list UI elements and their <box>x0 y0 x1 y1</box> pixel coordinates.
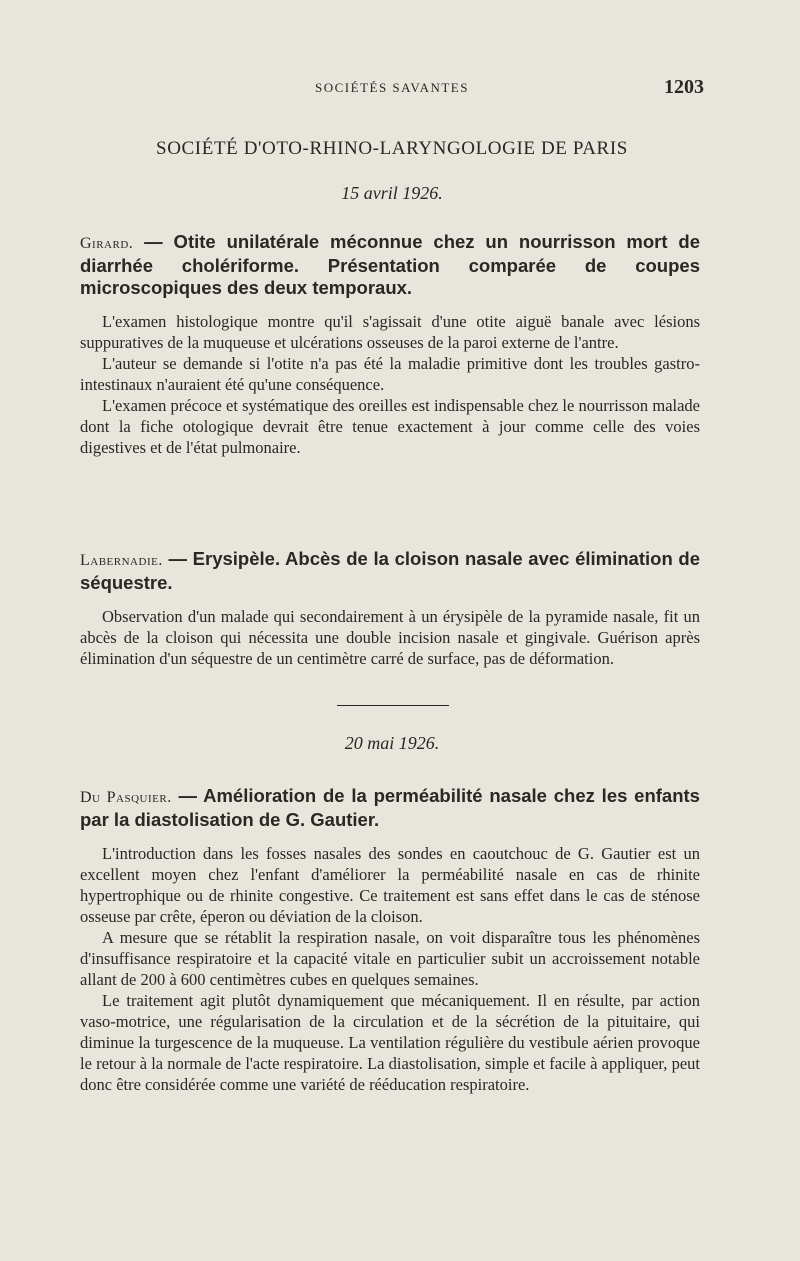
entry-author: Labernadie. <box>80 552 163 569</box>
entry-title: — Otite unilatérale méconnue chez un nourrisson mort de diarrhée cholériforme. Présentation comparée de coupes microscopiques des deux temporaux. <box>80 231 700 298</box>
entry-paragraph: Le traitement agit plutôt dynamiquement que mécaniquement. Il en résulte, par action vaso-motrice, une régularisation de la circulation et de la sécrétion de la pituitaire, qui diminue la turgescence de la muqueuse. La ventilation régulière du vestibule aérien provoque le retour à la normale de l'acte respiratoire. La diastolisation, simple et facile à appliquer, peut donc être considérée comme une variété de rééducation respiratoire. <box>80 991 700 1094</box>
page-number: 1203 <box>664 76 704 98</box>
running-header <box>80 76 704 104</box>
entry-paragraph: L'examen précoce et systématique des oreilles est indispensable chez le nourrisson malade dont la fiche otologique devrait être tenue exactement à jour comme celle des voies digestives et de l'état pulmonaire. <box>80 396 700 457</box>
entry-author: Du Pasquier. <box>80 789 172 806</box>
entry-paragraph: L'auteur se demande si l'otite n'a pas été la maladie primitive dont les troubles gastro-intestinaux n'auraient été qu'une conséquence. <box>80 354 700 394</box>
session-date: 15 avril 1926. <box>341 183 443 203</box>
entry-paragraph: Observation d'un malade qui secondairement à un érysipèle de la pyramide nasale, fit un abcès de la cloison qui nécessita une double incision nasale et gingivale. Guérison après élimination d'un séquestre de un centimètre carré de surface, pas de déformation. <box>80 607 700 668</box>
entry-heading <box>80 548 700 594</box>
running-title: SOCIÉTÉS SAVANTES <box>315 80 469 95</box>
session-date: 20 mai 1926. <box>344 733 440 753</box>
society-title: SOCIÉTÉ D'OTO-RHINO-LARYNGOLOGIE DE PARIS <box>156 138 628 159</box>
communication-entry <box>80 548 700 669</box>
entry-heading <box>80 231 700 299</box>
entry-paragraph: L'examen histologique montre qu'il s'agissait d'une otite aiguë banale avec lésions suppuratives de la muqueuse et ulcérations osseuses de la paroi externe de l'antre. <box>80 312 700 352</box>
entry-author: Girard. <box>80 235 134 252</box>
entry-title: — Erysipèle. Abcès de la cloison nasale avec élimination de séquestre. <box>80 548 701 593</box>
communication-entry <box>80 785 700 1095</box>
entry-paragraph: A mesure que se rétablit la respiration nasale, on voit disparaître tous les phénomènes d'insuffisance respiratoire et la capacité vitale en particulier subit un accroissement notable allant de 200 à 600 centimètres cubes en quelques semaines. <box>80 928 700 989</box>
entry-paragraph: L'introduction dans les fosses nasales des sondes en caoutchouc de G. Gautier est un excellent moyen chez l'enfant d'améliorer la perméabilité nasale en cas de rhinite hypertrophique ou de rhinite congestive. Ce traitement est sans effet dans le cas de sténose osseuse par crête, éperon ou déviation de la cloison. <box>80 844 700 926</box>
section-divider <box>337 705 449 706</box>
communication-entry <box>80 231 700 458</box>
entry-heading <box>80 785 700 831</box>
entry-title: — Amélioration de la perméabilité nasale chez les enfants par la diastolisation de G. Gautier. <box>80 785 700 830</box>
